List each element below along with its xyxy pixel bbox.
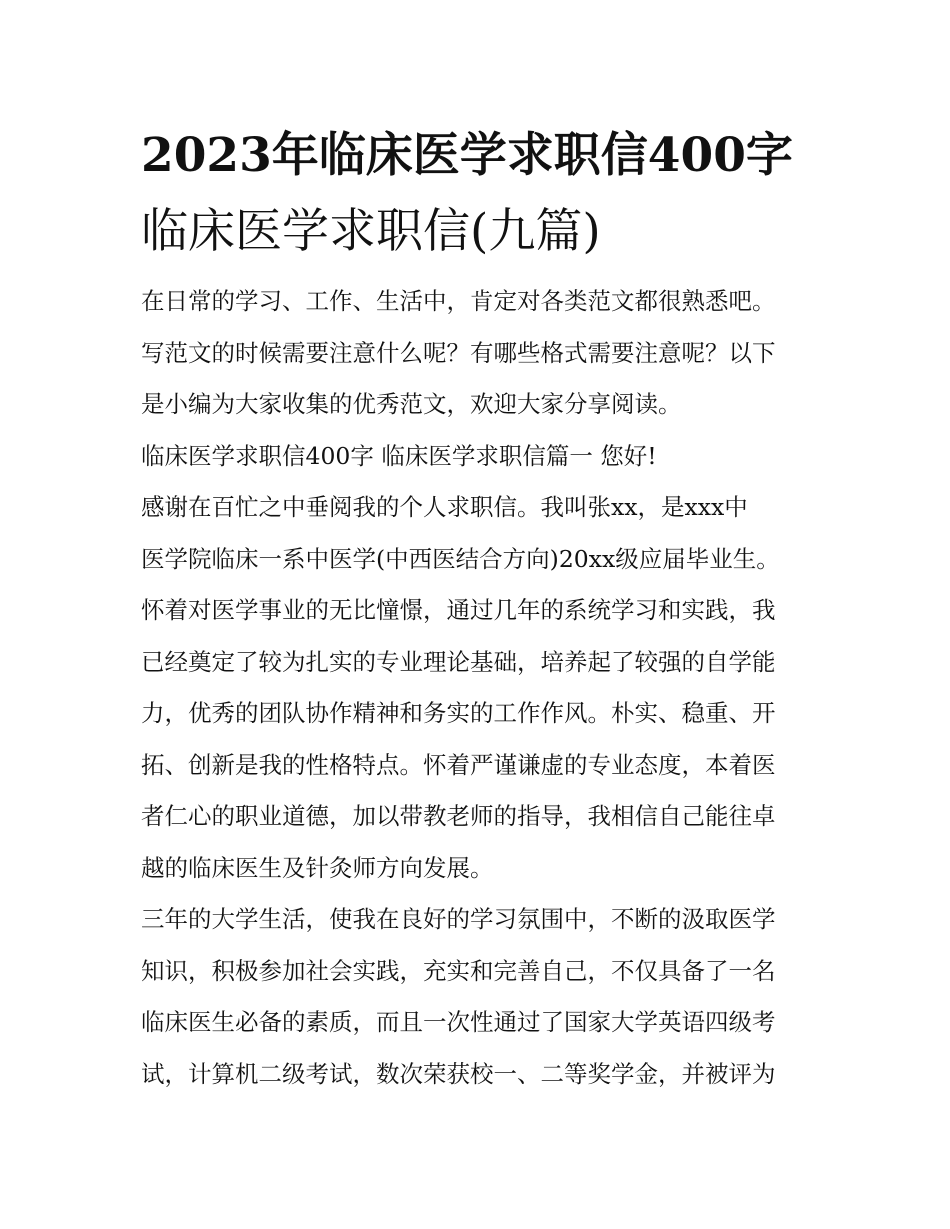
body-line: 已经奠定了较为扎实的专业理论基础，培养起了较强的自学能 [141, 647, 776, 676]
document-title [141, 118, 831, 270]
document-body [141, 276, 831, 1100]
body-line: 试，计算机二级考试，数次荣获校一、二等奖学金，并被评为 [141, 1059, 776, 1088]
body-line: 感谢在百忙之中垂阅我的个人求职信。我叫张xx，是xxx中 [141, 493, 748, 521]
body-line: 医学院临床一系中医学(中西医结合方向)20xx级应届毕业生。 [141, 544, 780, 573]
body-line: 在日常的学习、工作、生活中，肯定对各类范文都很熟悉吧。 [141, 287, 776, 315]
body-line: 临床医生必备的素质，而且一次性通过了国家大学英语四级考 [141, 1008, 776, 1036]
title-line-2: 临床医学求职信(九篇) [141, 204, 601, 259]
body-line: 临床医学求职信400字 临床医学求职信篇一 您好! [141, 441, 657, 470]
body-line: 写范文的时候需要注意什么呢？有哪些格式需要注意呢？以下 [141, 338, 776, 367]
title-line-1: 2023年临床医学求职信400字 [141, 128, 793, 183]
body-line: 者仁心的职业道德，加以带教老师的指导，我相信自己能往卓 [141, 802, 776, 830]
body-line: 三年的大学生活，使我在良好的学习氛围中，不断的汲取医学 [141, 905, 776, 933]
body-line: 怀着对医学事业的无比憧憬，通过几年的系统学习和实践，我 [141, 596, 776, 624]
body-line: 力，优秀的团队协作精神和务实的工作作风。朴实、稳重、开 [141, 699, 776, 727]
body-line: 是小编为大家收集的优秀范文，欢迎大家分享阅读。 [141, 390, 682, 418]
body-line: 知识，积极参加社会实践，充实和完善自己，不仅具备了一名 [141, 956, 776, 985]
body-line: 越的临床医生及针灸师方向发展。 [141, 853, 494, 882]
body-line: 拓、创新是我的性格特点。怀着严谨谦虚的专业态度，本着医 [141, 750, 776, 779]
